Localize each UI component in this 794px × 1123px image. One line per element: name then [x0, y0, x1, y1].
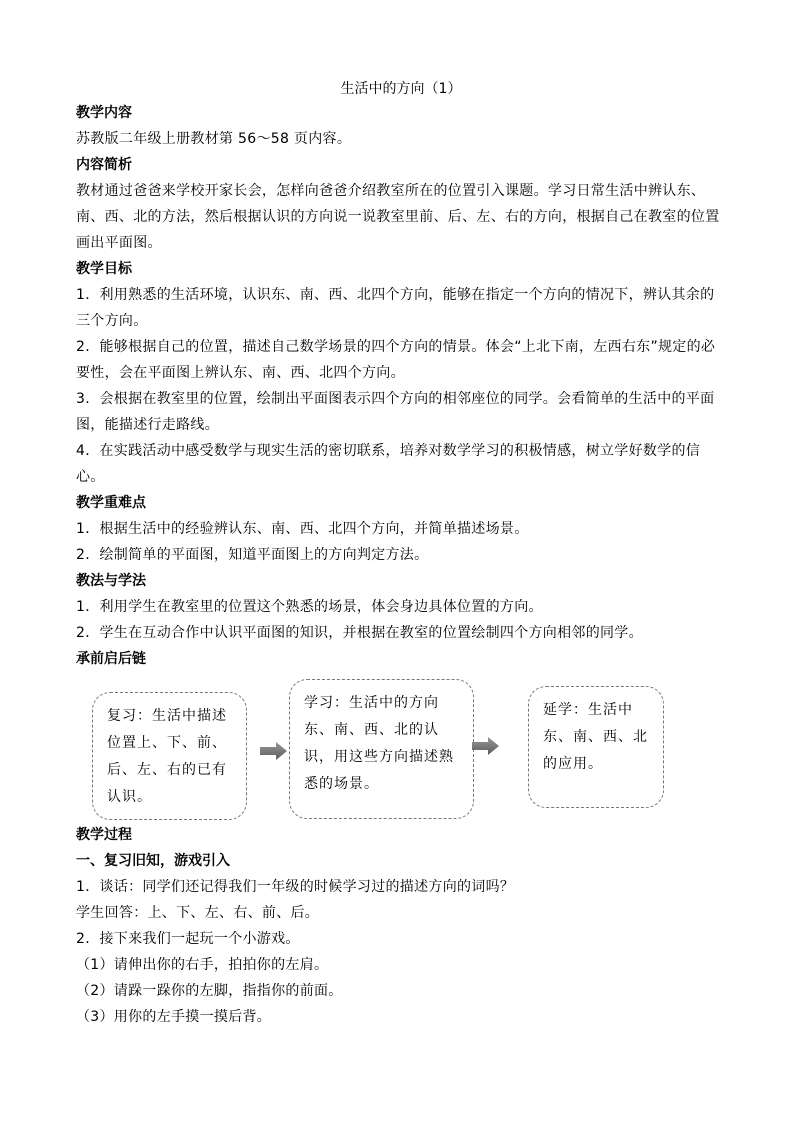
heading-process: 教学过程 [76, 827, 132, 843]
goal-item: 2．能够根据自己的位置，描述自己数学场景的四个方向的情景。体会“上北下南，左西右东”规定的必要性，会在平面图上辨认东、南、西、北四个方向。 [76, 339, 716, 381]
brief-text: 教材通过爸爸来学校开家长会，怎样向爸爸介绍教室所在的位置引入课题。学习日常生活中辨认东、南、西、北的方法，然后根据认识的方向说一说教室里前、后、左、右的方向，根据自己在教室的位置画出平面图。 [76, 183, 720, 251]
content-text: 苏教版二年级上册教材第 56～58 页内容。 [76, 131, 352, 147]
heading-brief: 内容简析 [76, 157, 132, 173]
heading-key-points: 教学重难点 [76, 495, 146, 511]
page-title: 生活中的方向（1） [340, 81, 462, 97]
heading-goals: 教学目标 [76, 261, 132, 277]
process-line: 学生回答：上、下、左、右、前、后。 [76, 905, 320, 921]
arrow-right-icon [472, 736, 500, 756]
chain-diagram [76, 674, 726, 822]
heading-methods: 教法与学法 [76, 573, 146, 589]
method-item: 1．利用学生在教室里的位置这个熟悉的场景，体会身边具体位置的方向。 [76, 599, 543, 615]
lesson-page [76, 78, 726, 1030]
process-line: 2．接下来我们一起玩一个小游戏。 [76, 931, 300, 947]
process-line: （1）请伸出你的右手，拍拍你的左肩。 [76, 957, 329, 973]
heading-part1: 一、复习旧知，游戏引入 [76, 853, 230, 869]
learn-box: 学习：生活中的方向东、南、西、北的认识，用这些方向描述熟悉的场景。 [289, 679, 474, 819]
heading-content: 教学内容 [76, 105, 132, 121]
goal-item: 3．会根据在教室里的位置，绘制出平面图表示四个方向的相邻座位的同学。会看简单的生活中的平面图，能描述行走路线。 [76, 391, 715, 433]
extend-box: 延学：生活中东、南、西、北的应用。 [528, 686, 664, 808]
key-item: 2．绘制简单的平面图，知道平面图上的方向判定方法。 [76, 547, 429, 563]
key-item: 1．根据生活中的经验辨认东、南、西、北四个方向，并简单描述场景。 [76, 521, 529, 537]
process-line: （3）用你的左手摸一摸后背。 [76, 1009, 272, 1025]
review-box: 复习：生活中描述位置上、下、前、后、左、右的已有认识。 [92, 692, 247, 820]
process-line: 1．谈话：同学们还记得我们一年级的时候学习过的描述方向的词吗？ [76, 879, 515, 895]
process-line: （2）请跺一跺你的左脚，指指你的前面。 [76, 983, 343, 999]
arrow-right-icon [260, 741, 288, 761]
method-item: 2．学生在互动合作中认识平面图的知识，并根据在教室的位置绘制四个方向相邻的同学。 [76, 625, 643, 641]
goal-item: 4．在实践活动中感受数学与现实生活的密切联系，培养对数学学习的积极情感，树立学好数学的信心。 [76, 443, 701, 485]
goal-item: 1．利用熟悉的生活环境，认识东、南、西、北四个方向，能够在指定一个方向的情况下，辨认其余的三个方向。 [76, 287, 715, 329]
heading-chain: 承前启后链 [76, 651, 146, 667]
